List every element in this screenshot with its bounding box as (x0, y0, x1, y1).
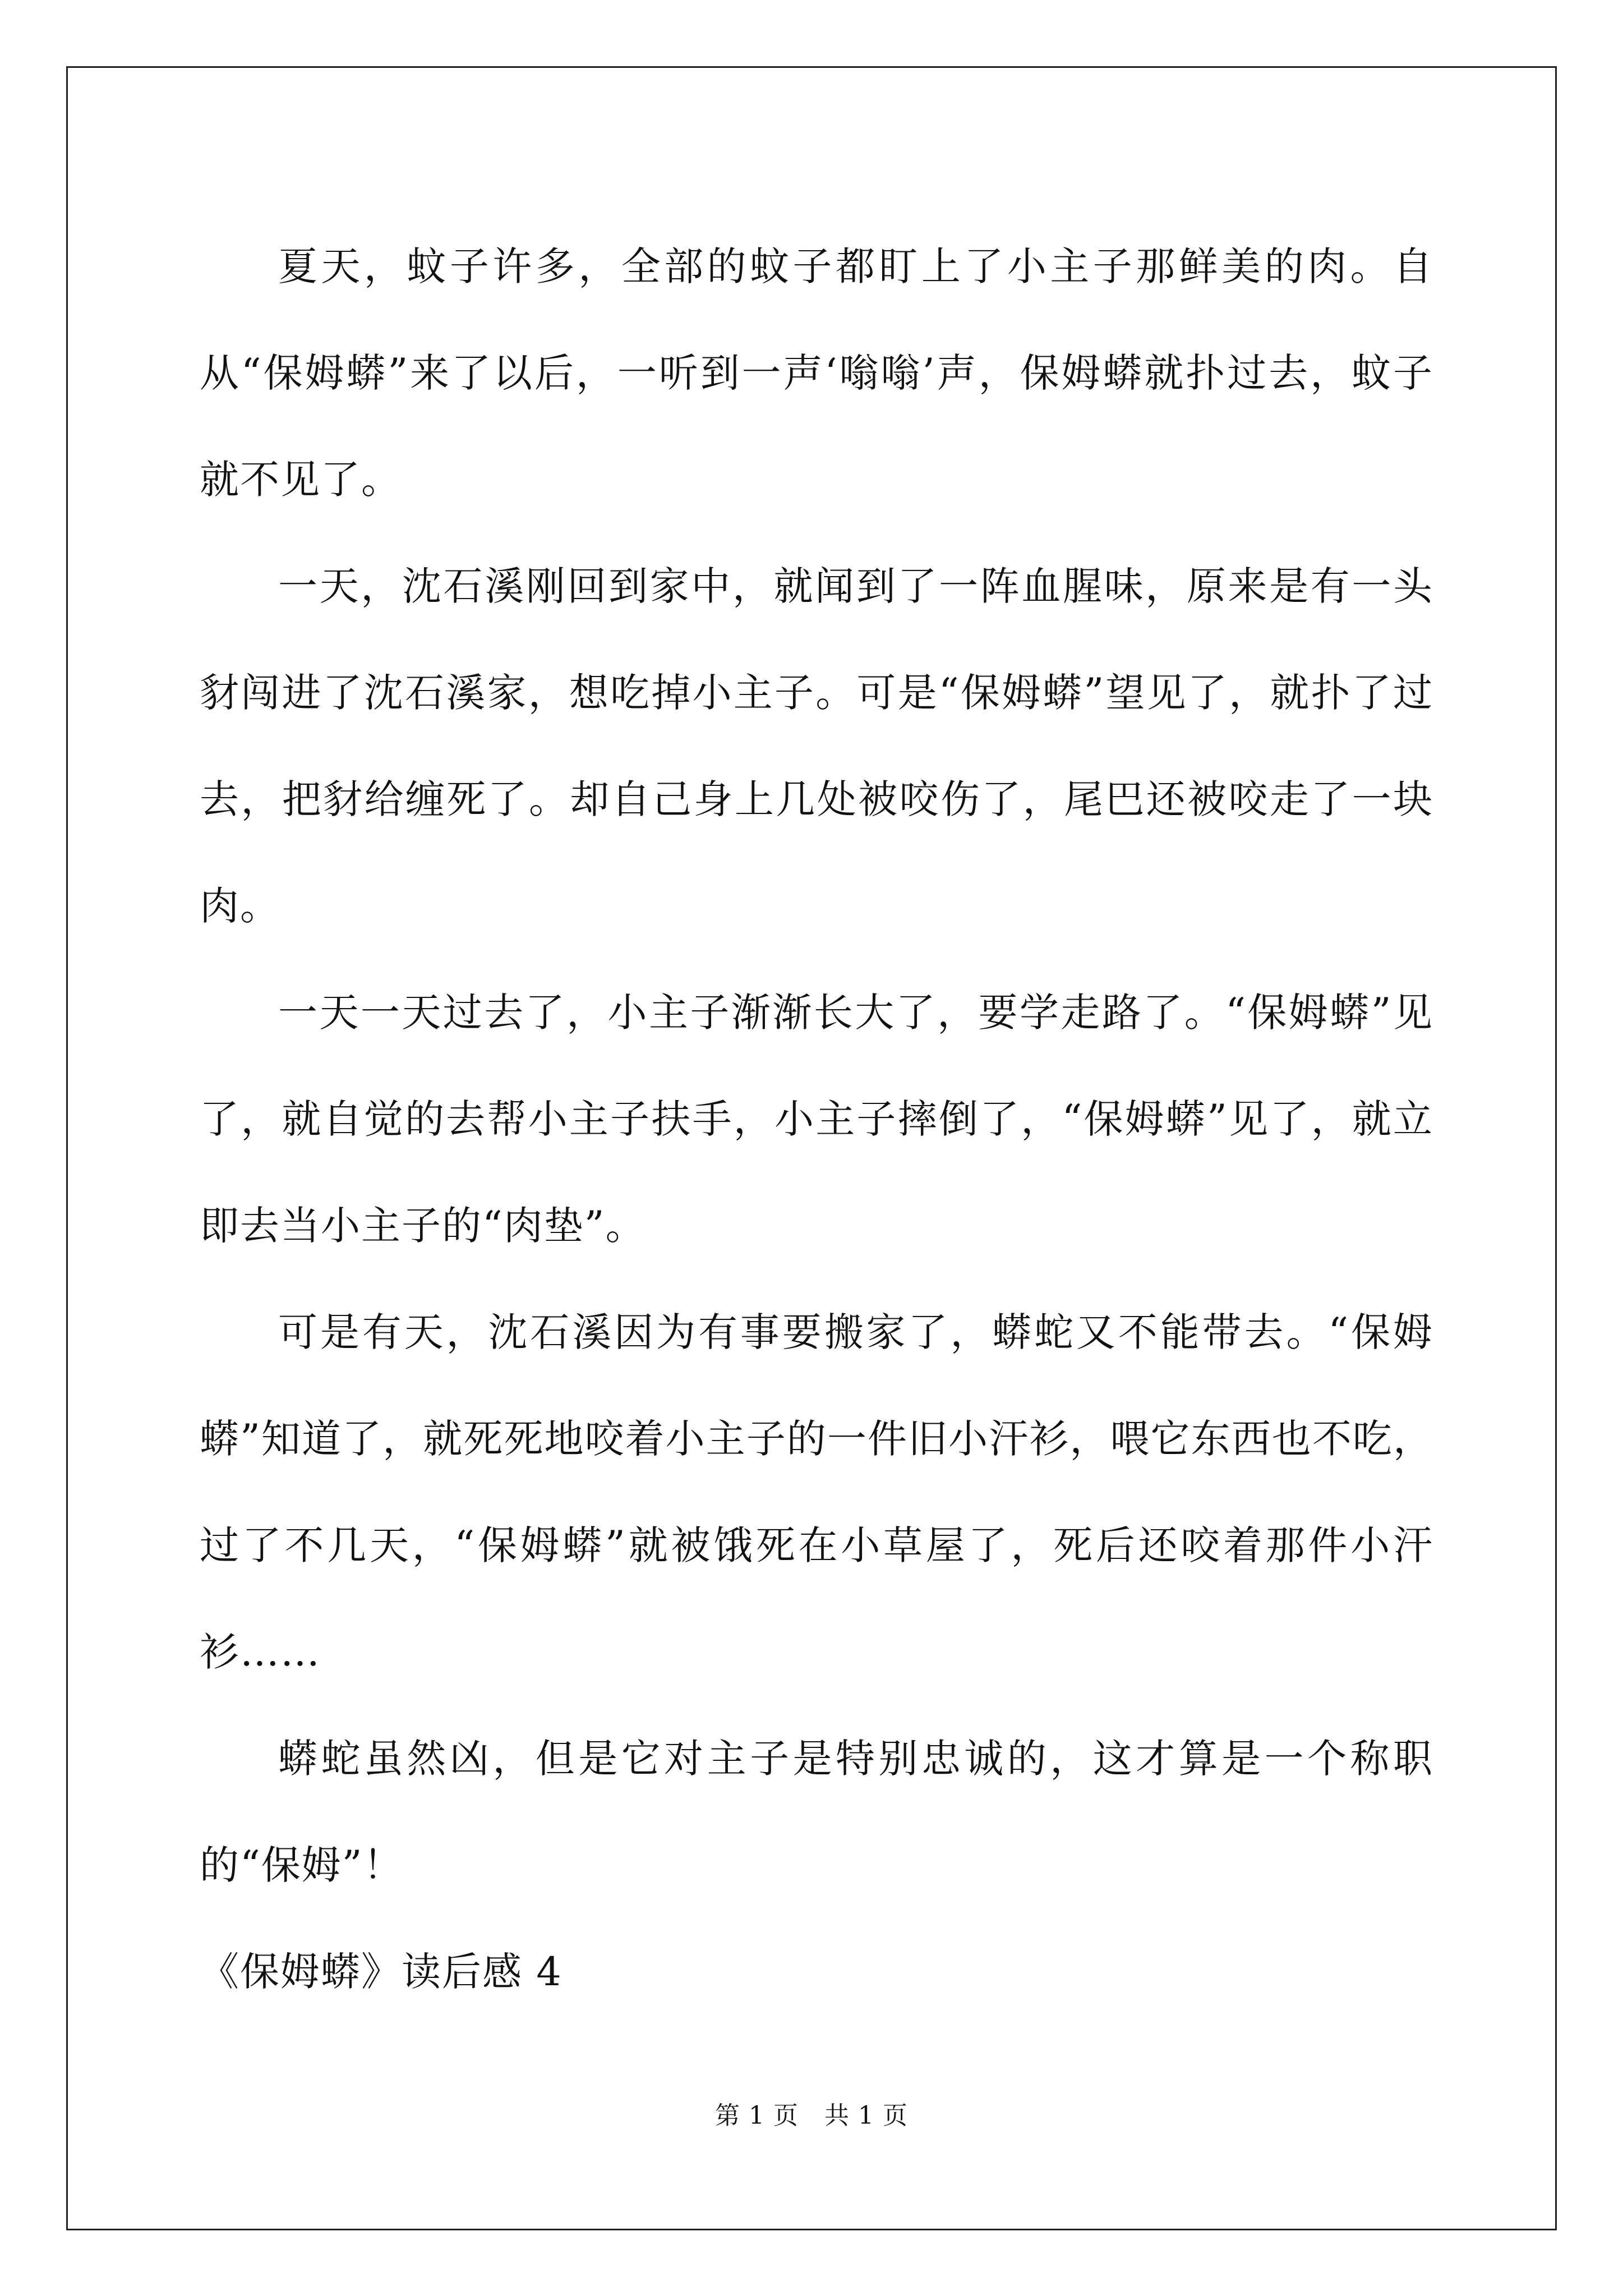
paragraph-1: 夏天，蚊子许多，全部的蚊子都盯上了小主子那鲜美的肉。自从“保姆蟒”来了以后，一听到一声‘嗡嗡’声，保姆蟒就扑过去，蚊子就不见了。 (200, 243, 1433, 503)
paragraph-3: 一天一天过去了，小主子渐渐长大了，要学走路了。“保姆蟒”见了，就自觉的去帮小主子扶手，小主子摔倒了，“保姆蟒”见了，就立即去当小主子的“肉垫”。 (200, 990, 1433, 1249)
document-body (200, 213, 1433, 2025)
paragraph-5: 蟒蛇虽然凶，但是它对主子是特别忠诚的，这才算是一个称职的“保姆”！ (200, 1736, 1433, 1888)
paragraph-4: 可是有天，沈石溪因为有事要搬家了，蟒蛇又不能带去。“保姆蟒”知道了，就死死地咬着小主子的一件旧小汗衫，喂它东西也不吃，过了不几天，“保姆蟒”就被饿死在小草屋了，死后还咬着那件小汗衫…… (200, 1309, 1433, 1675)
page-total: 共 1 页 (824, 2101, 908, 2130)
page-footer (0, 2095, 1623, 2131)
page-number: 第 1 页 (715, 2101, 799, 2130)
section-heading: 《保姆蟒》读后感 4 (200, 1949, 562, 1995)
paragraph-2: 一天，沈石溪刚回到家中，就闻到了一阵血腥味，原来是有一头豺闯进了沈石溪家，想吃掉小主子。可是“保姆蟒”望见了，就扑了过去，把豺给缠死了。却自己身上几处被咬伤了，尾巴还被咬走了一块肉。 (200, 563, 1433, 929)
